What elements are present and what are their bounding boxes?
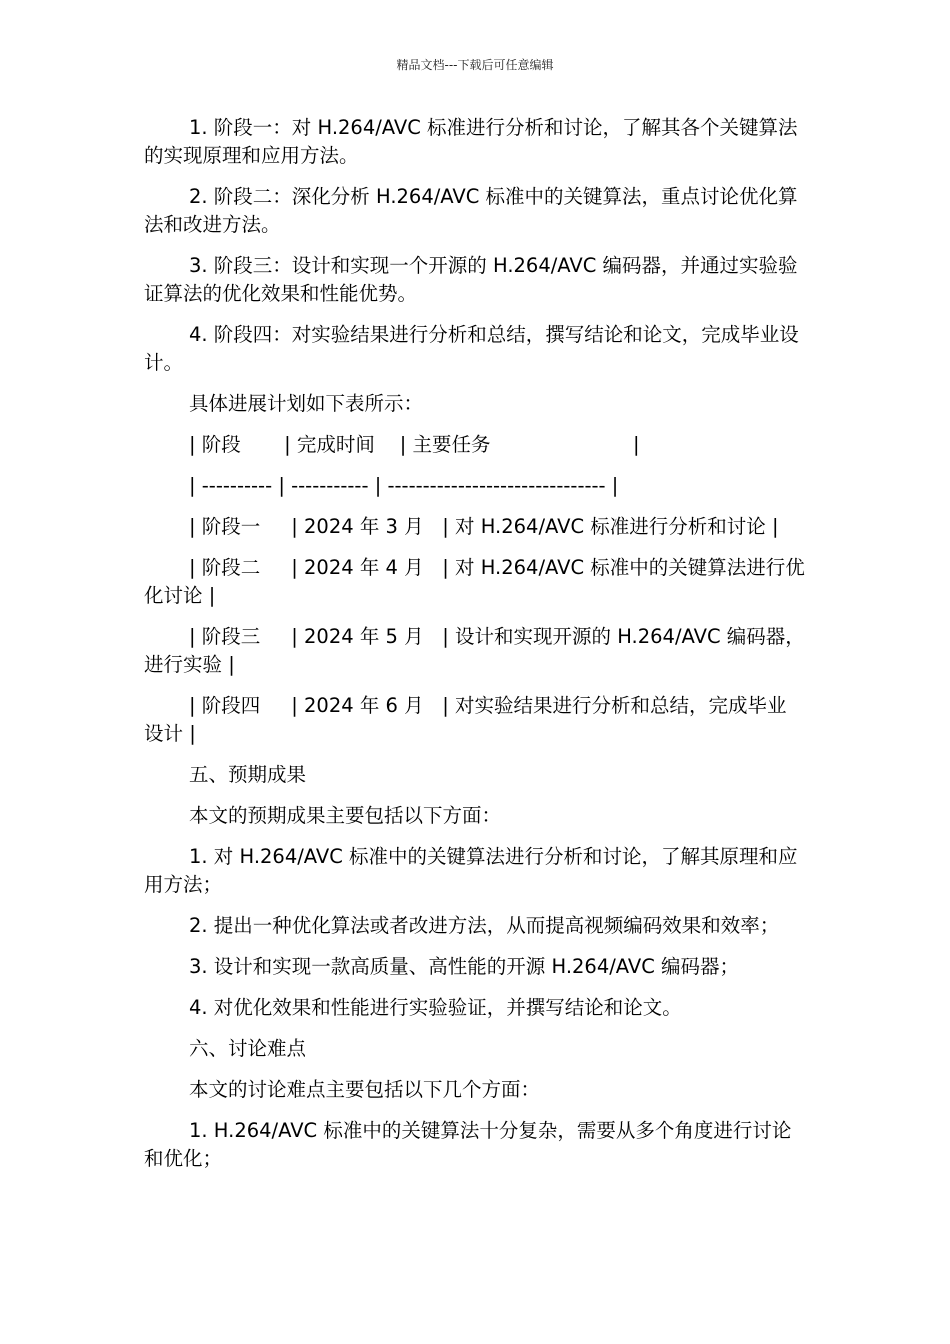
table-header-row: | 阶段 | 完成时间 | 主要任务 | — [189, 433, 640, 456]
table-row: | 阶段一 | 2024 年 3 月 | 对 H.264/AVC 标准进行分析和讨论 | — [189, 515, 779, 538]
list-item: 1. 对 H.264/AVC 标准中的关键算法进行分析和讨论，了解其原理和应用方法； — [144, 845, 798, 896]
page-header: 精品文档---下载后可任意编辑 — [396, 58, 554, 72]
section-heading-expected-results: 五、预期成果 — [189, 763, 307, 786]
document-body — [144, 114, 806, 1186]
table-row: | 阶段四 | 2024 年 6 月 | 对实验结果进行分析和总结，完成毕业设计 | — [144, 694, 787, 745]
paragraph-stage-3: 3. 阶段三：设计和实现一个开源的 H.264/AVC 编码器，并通过实验验证算法的优化效果和性能优势。 — [144, 254, 798, 305]
paragraph-stage-1: 1. 阶段一：对 H.264/AVC 标准进行分析和讨论，了解其各个关键算法的实现原理和应用方法。 — [144, 116, 798, 167]
paragraph-difficulties-intro: 本文的讨论难点主要包括以下几个方面： — [189, 1078, 541, 1101]
list-item: 4. 对优化效果和性能进行实验验证，并撰写结论和论文。 — [189, 996, 682, 1019]
table-row: | 阶段三 | 2024 年 5 月 | 设计和实现开源的 H.264/AVC 编码器，进行实验 | — [144, 625, 805, 676]
paragraph-results-intro: 本文的预期成果主要包括以下方面： — [189, 804, 502, 827]
section-heading-difficulties: 六、讨论难点 — [189, 1037, 307, 1060]
paragraph-stage-4: 4. 阶段四：对实验结果进行分析和总结，撰写结论和论文，完成毕业设计。 — [144, 323, 799, 374]
list-item: 3. 设计和实现一款高质量、高性能的开源 H.264/AVC 编码器； — [189, 955, 740, 978]
paragraph-stage-2: 2. 阶段二：深化分析 H.264/AVC 标准中的关键算法，重点讨论优化算法和改进方法。 — [144, 185, 798, 236]
table-row: | 阶段二 | 2024 年 4 月 | 对 H.264/AVC 标准中的关键算法进行优化讨论 | — [144, 556, 805, 607]
list-item: 1. H.264/AVC 标准中的关键算法十分复杂，需要从多个角度进行讨论和优化； — [144, 1119, 792, 1170]
paragraph-plan-intro: 具体进展计划如下表所示： — [189, 392, 424, 415]
list-item: 2. 提出一种优化算法或者改进方法，从而提高视频编码效果和效率； — [189, 914, 780, 937]
table-separator-row: | ---------- | ----------- | ------------------------------- | — [189, 474, 619, 497]
